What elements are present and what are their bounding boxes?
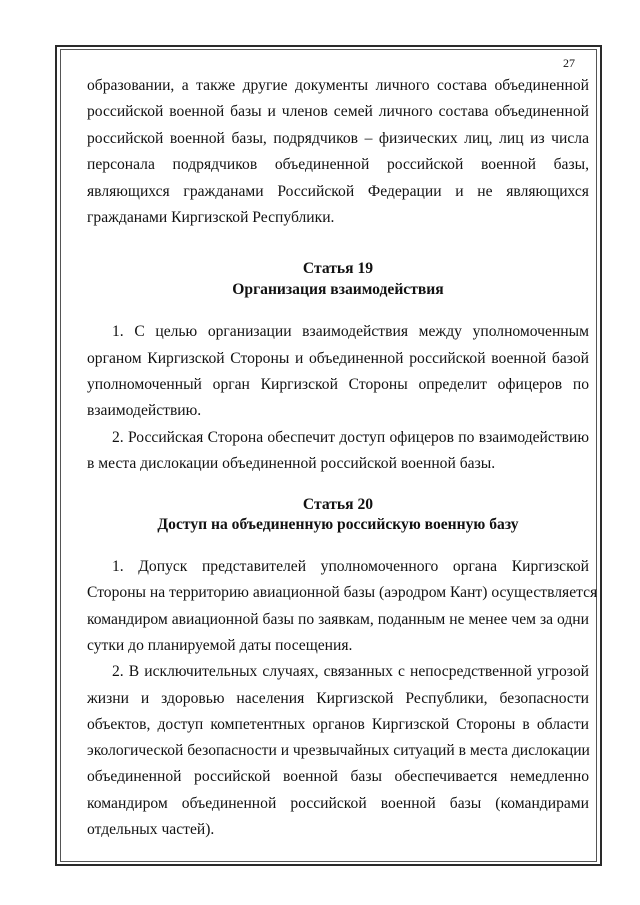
intro-line: российской военной базы, подрядчиков – физических лиц, лиц из числа	[87, 130, 589, 147]
article-20-p1-line: командиром авиационной базы по заявкам, поданным не менее чем за одни	[87, 611, 589, 628]
article-19-number: Статья 19	[302, 260, 374, 277]
article-20-p2-line: отдельных частей).	[87, 821, 215, 838]
article-20-p1-line: 1. Допуск представителей уполномоченного органа Киргизской	[112, 558, 589, 575]
article-20-title: Доступ на объединенную российскую военную базу	[157, 516, 519, 533]
article-20-number: Статья 20	[302, 496, 374, 513]
intro-line: российской военной базы и членов семей личного состава объединенной	[87, 103, 589, 120]
intro-line: образовании, а также другие документы личного состава объединенной	[87, 77, 589, 94]
article-20-p2-line: объектов, доступ компетентных органов Киргизской Стороны в области	[87, 716, 589, 733]
intro-line: гражданами Киргизской Республики.	[87, 209, 335, 226]
intro-line: персонала подрядчиков объединенной российской военной базы,	[87, 156, 589, 173]
article-20-p2-line: объединенной российской военной базы обеспечивается немедленно	[87, 768, 589, 785]
article-20-p1-line: сутки до планируемой даты посещения.	[87, 637, 353, 654]
article-19-p1-line: уполномоченный орган Киргизской Стороны определит офицеров по	[87, 376, 589, 393]
article-20-p2-line: командиром объединенной российской военной базы (командирами	[87, 795, 589, 812]
article-20-p2-line: экологической безопасности и чрезвычайных ситуаций в места дислокации	[87, 742, 590, 759]
article-20-p2-line: 2. В исключительных случаях, связанных с непосредственной угрозой	[112, 663, 589, 680]
article-19-p1-line: органом Киргизской Стороны и объединенной российской военной базой	[87, 350, 589, 367]
article-19-title: Организация взаимодействия	[232, 281, 444, 298]
article-19-p1-line: взаимодействию.	[87, 402, 202, 419]
article-19-p2-line: в места дислокации объединенной российской военной базы.	[87, 455, 496, 472]
article-20-p2-line: жизни и здоровью населения Киргизской Республики, безопасности	[87, 690, 589, 707]
article-19-p2-line: 2. Российская Сторона обеспечит доступ офицеров по взаимодействию	[112, 429, 589, 446]
article-19-p1-line: 1. С целью организации взаимодействия между уполномоченным	[112, 323, 589, 340]
article-20-p1-line: Стороны на территорию авиационной базы (аэродром Кант) осуществляется	[87, 584, 598, 601]
intro-line: являющихся гражданами Российской Федерации и не являющихся	[87, 183, 589, 200]
page-number: 27	[563, 56, 575, 70]
